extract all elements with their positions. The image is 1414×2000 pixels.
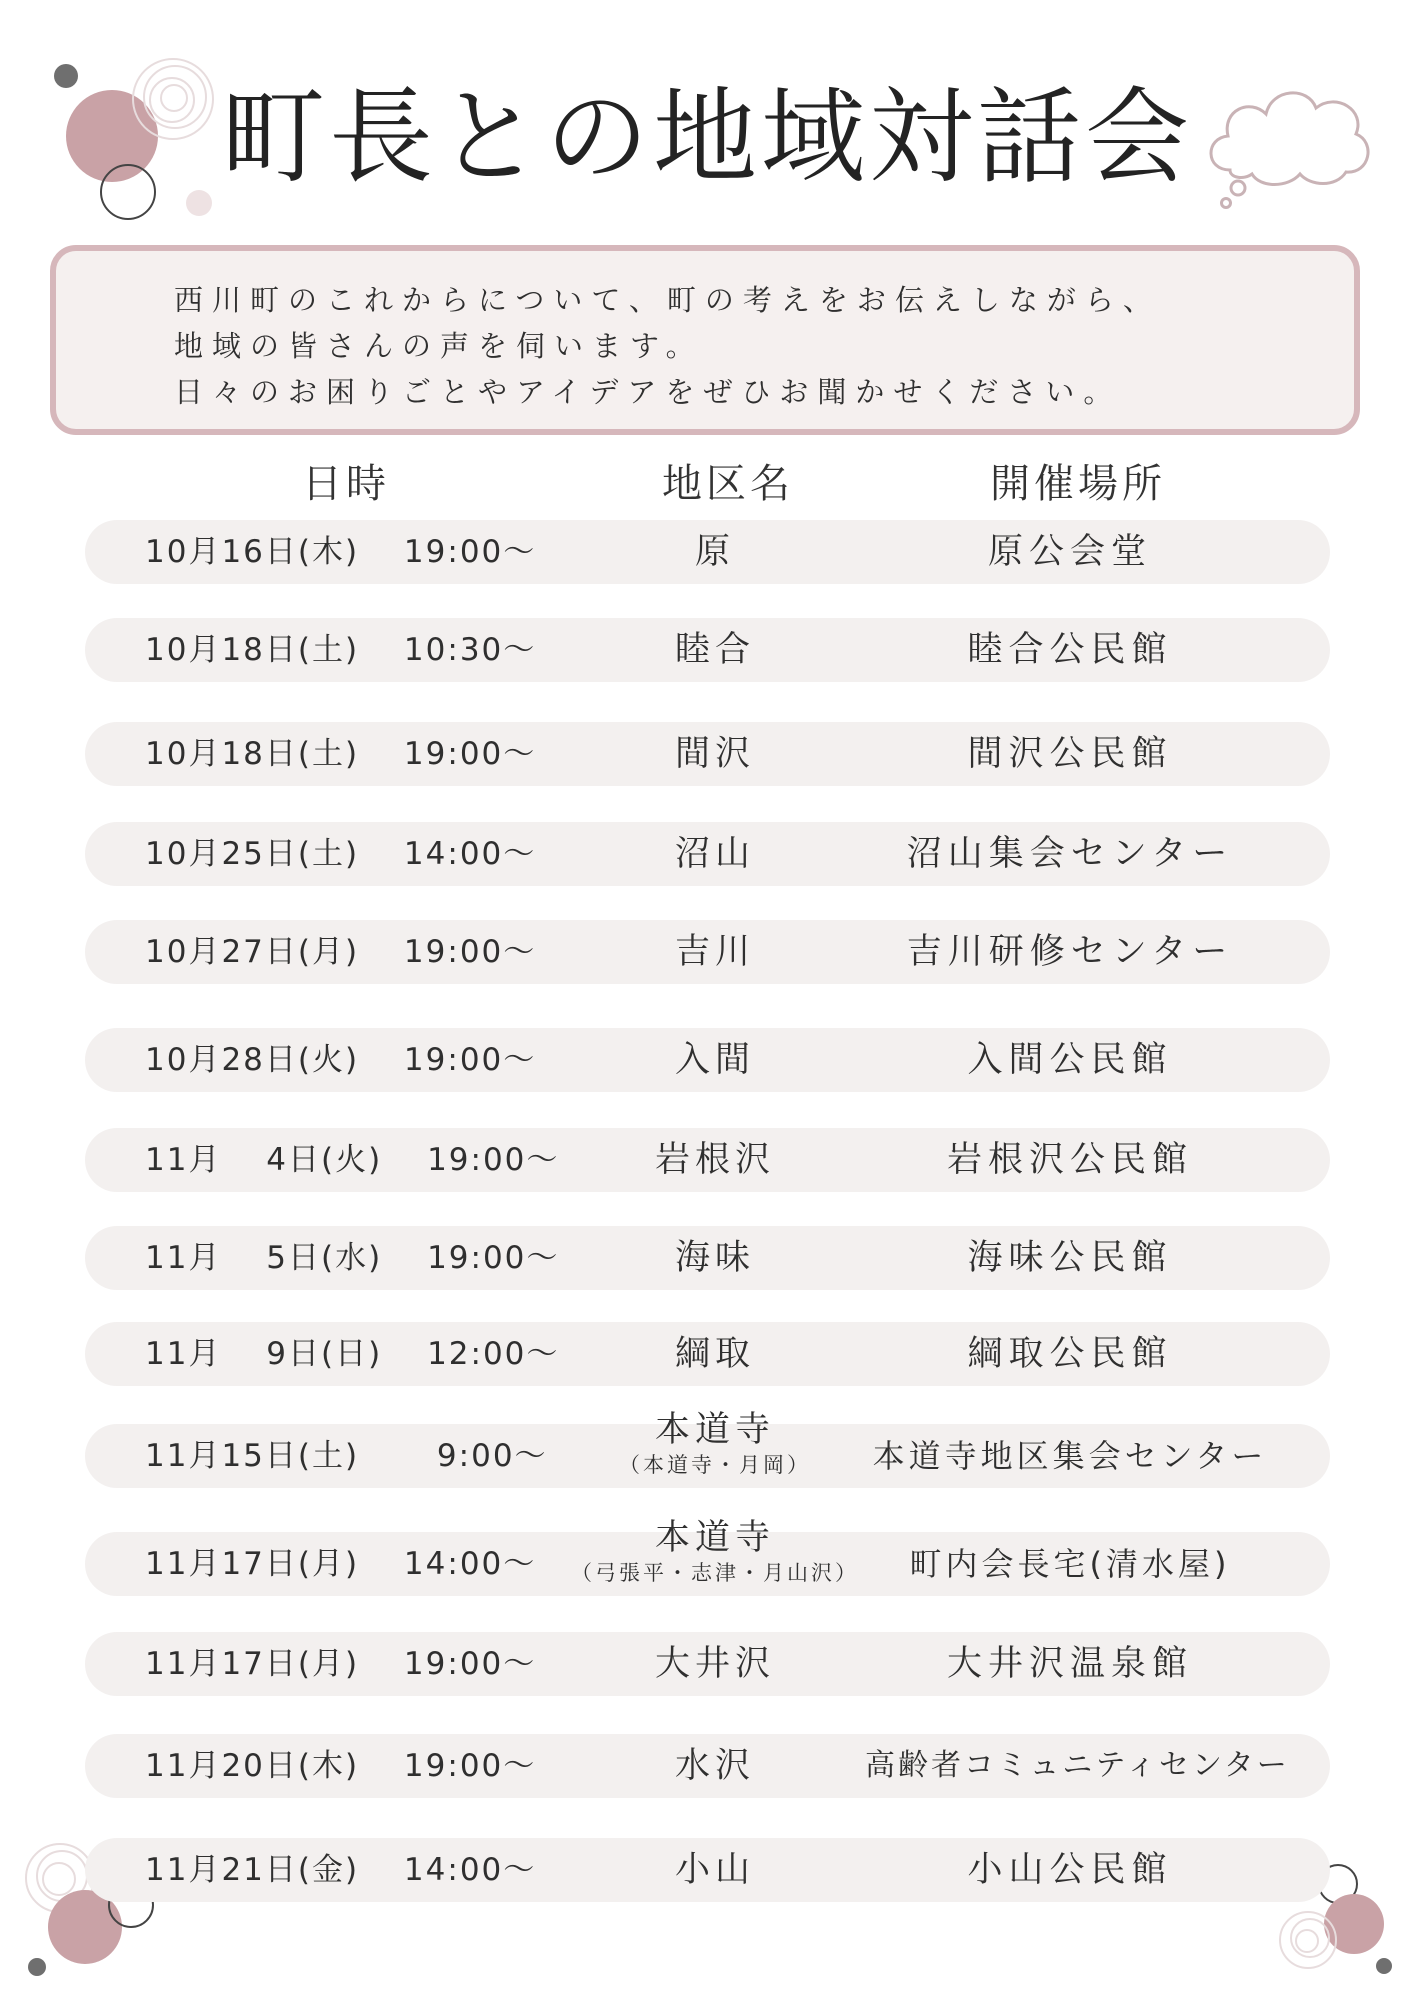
table-row xyxy=(85,1226,1330,1290)
row-venue: 本道寺地区集会センター xyxy=(872,1437,1268,1475)
row-area: 入間 xyxy=(674,1040,755,1080)
table-row xyxy=(85,822,1330,886)
row-area: 綱取 xyxy=(674,1334,755,1374)
row-area: 大井沢 xyxy=(654,1644,775,1684)
row-venue: 睦合公民館 xyxy=(967,630,1173,670)
row-area-sub: （本道寺・月岡） xyxy=(619,1453,811,1477)
row-area xyxy=(565,1408,865,1477)
row-area: 水沢 xyxy=(674,1746,755,1786)
row-area: 岩根沢 xyxy=(654,1140,775,1180)
row-area: 海味 xyxy=(674,1238,755,1278)
row-venue: 綱取公民館 xyxy=(967,1334,1173,1374)
row-area-main: 本道寺 xyxy=(654,1518,775,1558)
intro-box xyxy=(50,245,1360,435)
table-row xyxy=(85,1322,1330,1386)
row-date: 11月17日(月) 19:00～ xyxy=(145,1646,537,1682)
row-venue: 岩根沢公民館 xyxy=(946,1140,1193,1180)
header-date: 日時 xyxy=(302,461,390,507)
table-row xyxy=(85,618,1330,682)
table-row xyxy=(85,920,1330,984)
header-venue: 開催場所 xyxy=(990,461,1166,507)
row-area: 小山 xyxy=(674,1850,755,1890)
decor-dot-dark-bottom-right xyxy=(1376,1958,1392,1974)
intro-line: 地域の皆さんの声を伺います。 xyxy=(174,329,704,363)
decor-swirl-icon-bottom-right xyxy=(1276,1908,1340,1972)
row-date: 10月25日(土) 14:00～ xyxy=(145,836,537,872)
table-row xyxy=(85,1028,1330,1092)
page-title: 町長との地域対話会 xyxy=(220,76,1193,198)
table-row xyxy=(85,1128,1330,1192)
row-area-sub: （弓張平・志津・月山沢） xyxy=(571,1561,859,1585)
row-date: 11月17日(月) 14:00～ xyxy=(145,1546,537,1582)
row-date: 10月18日(土) 10:30～ xyxy=(145,632,537,668)
table-row xyxy=(85,1518,1330,1596)
row-date: 11月15日(土) 9:00～ xyxy=(145,1438,548,1474)
table-row xyxy=(85,1410,1330,1488)
row-venue: 沼山集会センター xyxy=(906,834,1234,874)
row-venue: 海味公民館 xyxy=(967,1238,1173,1278)
row-date: 10月27日(月) 19:00～ xyxy=(145,934,537,970)
table-row xyxy=(85,722,1330,786)
row-venue: 大井沢温泉館 xyxy=(946,1644,1193,1684)
row-area: 間沢 xyxy=(674,734,755,774)
row-venue: 高齢者コミュニティセンター xyxy=(865,1748,1290,1783)
row-area: 沼山 xyxy=(674,834,755,874)
header-area: 地区名 xyxy=(662,461,794,507)
table-row xyxy=(85,520,1330,584)
row-date: 10月16日(木) 19:00～ xyxy=(145,534,537,570)
row-venue: 吉川研修センター xyxy=(906,932,1234,972)
row-date: 11月 5日(水) 19:00～ xyxy=(145,1240,560,1276)
table-row xyxy=(85,1632,1330,1696)
intro-line: 日々のお困りごとやアイデアをぜひお聞かせください。 xyxy=(174,375,1122,409)
row-date: 10月18日(土) 19:00～ xyxy=(145,736,537,772)
row-venue: 間沢公民館 xyxy=(967,734,1173,774)
row-venue: 町内会長宅(清水屋) xyxy=(909,1545,1231,1583)
row-date: 11月20日(木) 19:00～ xyxy=(145,1748,537,1784)
row-date: 11月21日(金) 14:00～ xyxy=(145,1852,537,1888)
row-date: 11月 4日(火) 19:00～ xyxy=(145,1142,560,1178)
intro-line: 西川町のこれからについて、町の考えをお伝えしながら、 xyxy=(174,283,1161,317)
row-venue: 小山公民館 xyxy=(967,1850,1173,1890)
row-area-main: 本道寺 xyxy=(654,1410,775,1450)
table-row xyxy=(85,1838,1330,1902)
row-area: 原 xyxy=(694,532,735,572)
table-row xyxy=(85,1734,1330,1798)
row-venue: 原公会堂 xyxy=(987,532,1152,572)
row-area: 吉川 xyxy=(674,932,755,972)
row-area xyxy=(565,1516,865,1585)
row-venue: 入間公民館 xyxy=(967,1040,1173,1080)
row-date: 11月 9日(日) 12:00～ xyxy=(145,1336,560,1372)
row-area: 睦合 xyxy=(674,630,755,670)
row-date: 10月28日(火) 19:00～ xyxy=(145,1042,537,1078)
decor-dot-dark-bottom-left xyxy=(28,1958,46,1976)
